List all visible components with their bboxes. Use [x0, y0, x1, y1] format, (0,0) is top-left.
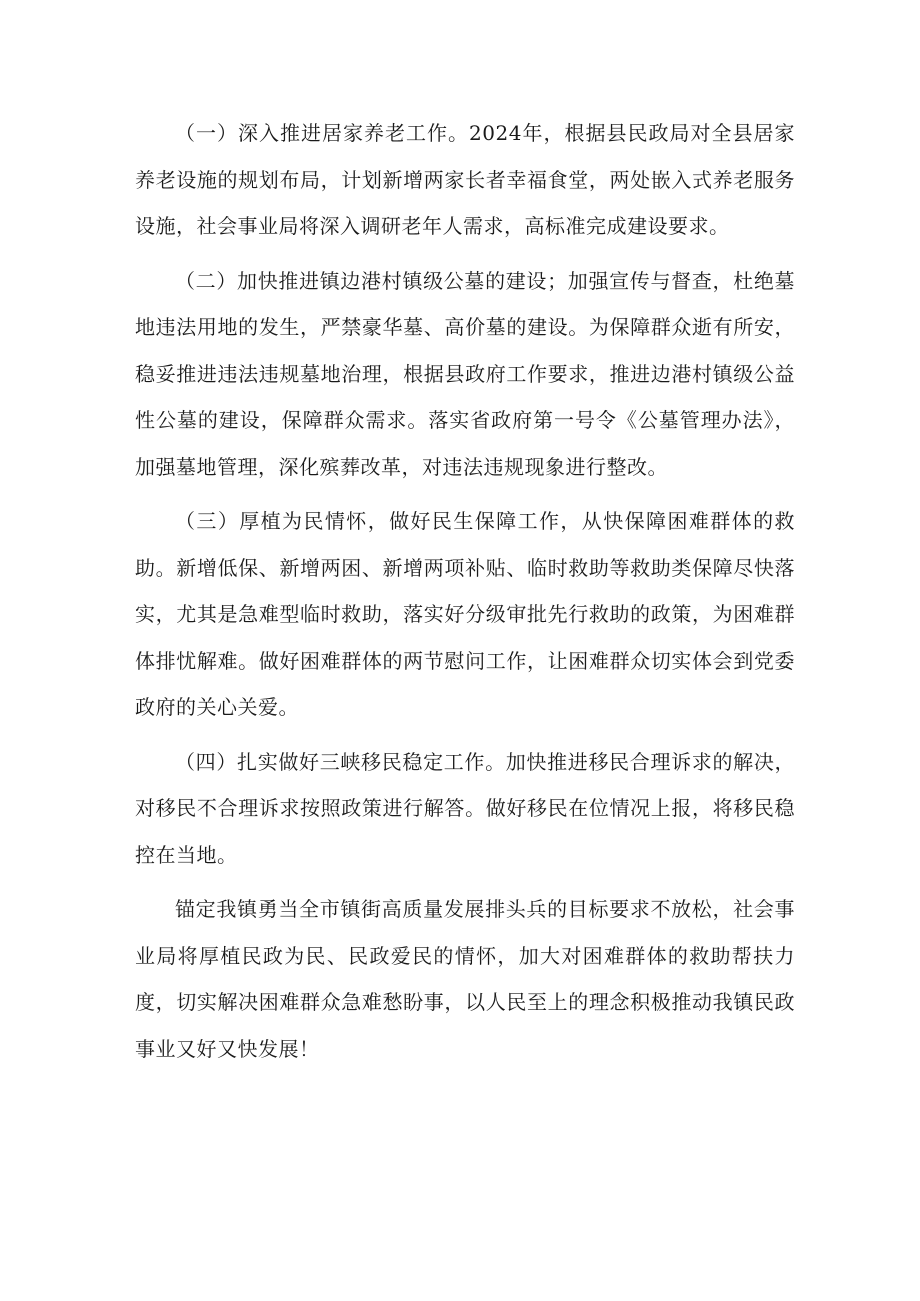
paragraph-three-gorges-migrants: （四）扎实做好三峡移民稳定工作。加快推进移民合理诉求的解决，对移民不合理诉求按照政策进行解答。做好移民在位情况上报，将移民稳控在当地。: [135, 749, 795, 867]
paragraph-cemetery-construction: （二）加快推进镇边港村镇级公墓的建设；加强宣传与督查，杜绝墓地违法用地的发生，严禁豪华墓、高价墓的建设。为保障群众逝有所安，稳妥推进违法违规墓地治理，根据县政府工作要求，推进边港村镇级公益性公墓的建设，保障群众需求。落实省政府第一号令《公墓管理办法》，加强墓地管理，深化殡葬改革，对违法违规现象进行整改。: [135, 268, 795, 479]
document-body: [135, 110, 795, 1080]
paragraph-home-elderly-care: （一）深入推进居家养老工作。2024年，根据县民政局对全县居家养老设施的规划布局，计划新增两家长者幸福食堂，两处嵌入式养老服务设施，社会事业局将深入调研老年人需求，高标准完成建设要求。: [135, 121, 795, 238]
paragraph-livelihood-security: （三）厚植为民情怀，做好民生保障工作，从快保障困难群体的救助。新增低保、新增两困、新增两项补贴、临时救助等救助类保障尽快落实，尤其是急难型临时救助，落实好分级审批先行救助的政策，为困难群体排忧解难。做好困难群体的两节慰问工作，让困难群众切实体会到党委政府的关心关爱。: [135, 509, 795, 719]
paragraph-conclusion: 锚定我镇勇当全市镇街高质量发展排头兵的目标要求不放松，社会事业局将厚植民政为民、民政爱民的情怀，加大对困难群体的救助帮扶力度，切实解决困难群众急难愁盼事，以人民至上的理念积极推动我镇民政事业又好又快发展！: [135, 897, 795, 1061]
